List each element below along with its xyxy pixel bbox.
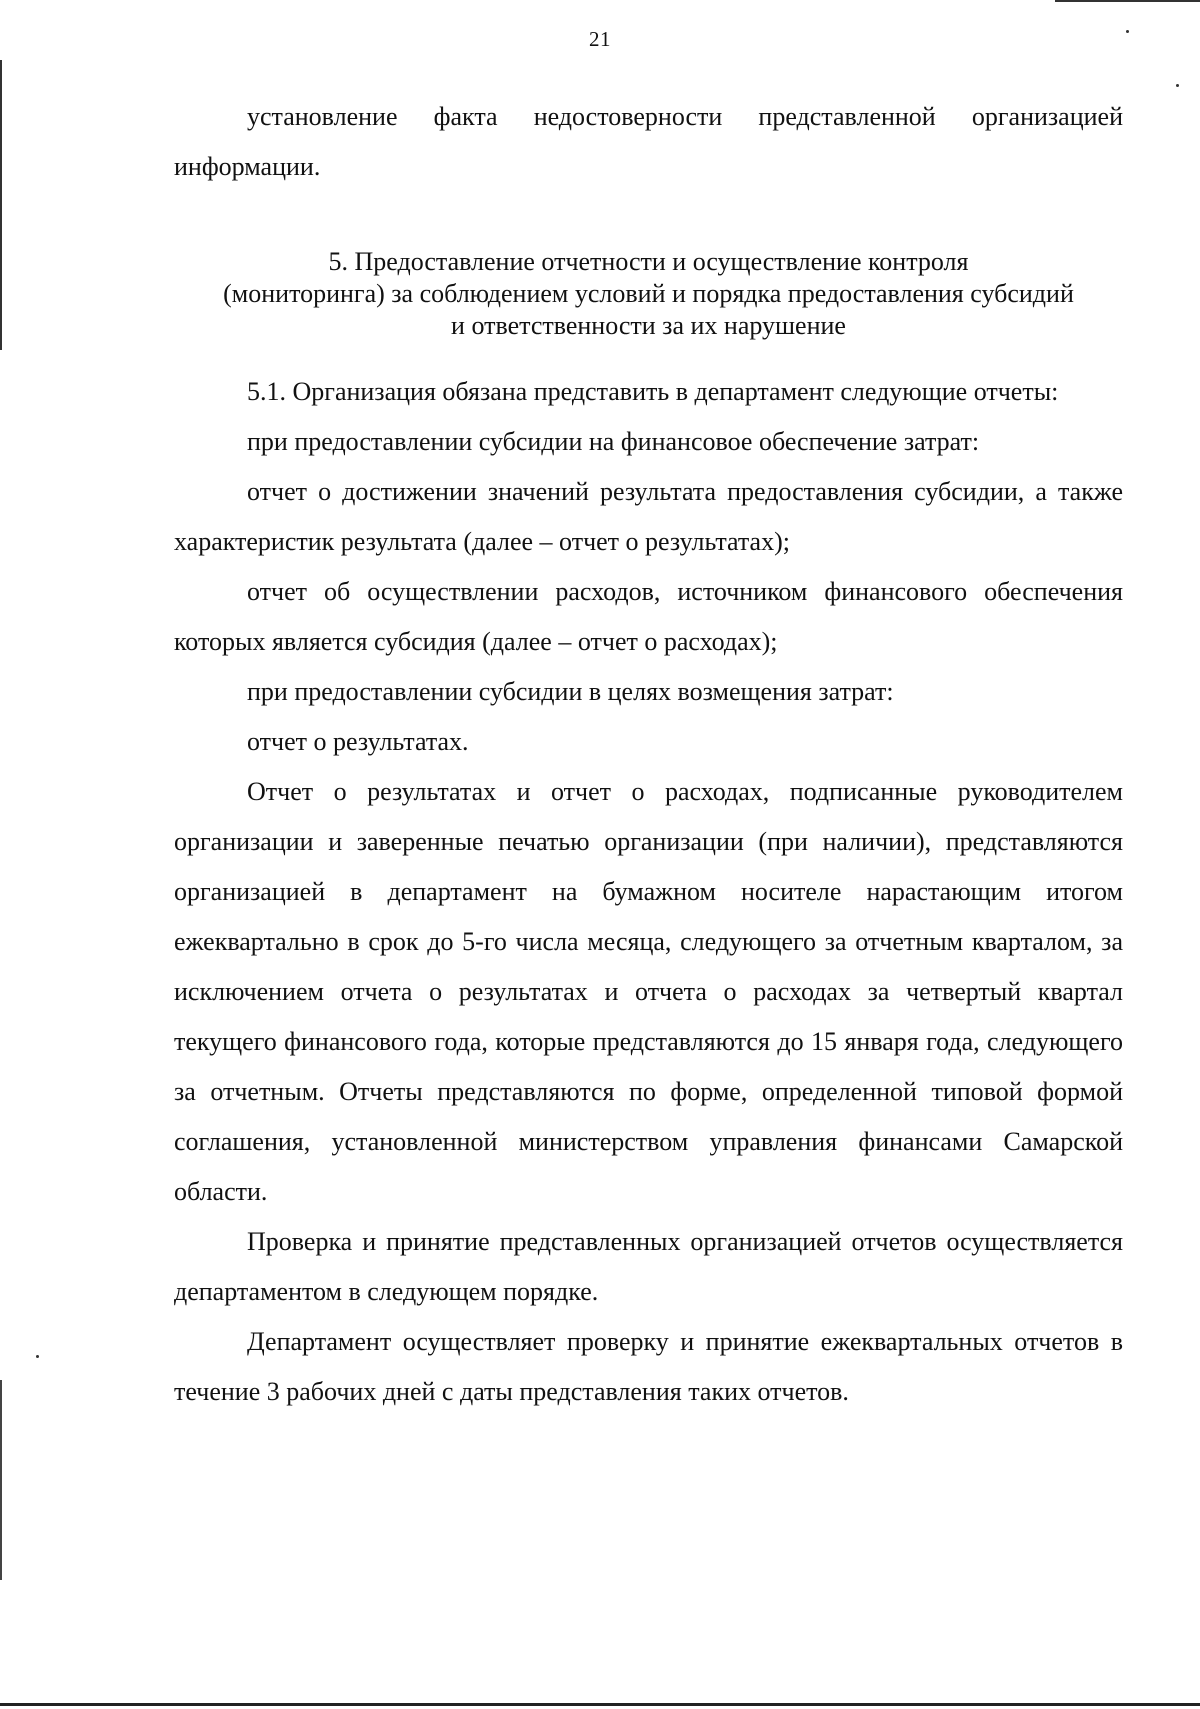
paragraph: при предоставлении субсидии в целях возмещения затрат: [247,677,894,706]
section-title-line: (мониторинга) за соблюдением условий и порядка предоставления субсидий [223,279,1074,308]
intro-paragraph: установление факта недостоверности представленной организацией информации. [174,102,1123,181]
scan-edge-artifact [0,1703,1200,1706]
section-title-line: 5. Предоставление отчетности и осуществление контроля [328,247,969,276]
scan-edge-artifact [1055,0,1200,2]
paragraph: отчет о достижении значений результата предоставления субсидии, а также характеристик результата (далее – отчет о результатах); [174,477,1123,556]
scan-speck [36,1355,39,1358]
paragraph: при предоставлении субсидии на финансовое обеспечение затрат: [247,427,980,456]
paragraph: Отчет о результатах и отчет о расходах, подписанные руководителем организации и заверенные печатью организации (при наличии), представляются организацией в департамент на бумажном носителе нарастающим итогом ежеквартально в срок до 5-го числа месяца, следующего за отчетным кварталом, за исключением отчета о результатах и отчета о расходах за четвертый квартал текущего финансового года, которые представляются до 15 января года, следующего за отчетным. Отчеты представляются по форме, определенной типовой формой соглашения, установленной министерством управления финансами Самарской области. [174,777,1123,1206]
section-body [174,367,1123,1417]
scan-edge-artifact [0,60,2,350]
paragraph: 5.1. Организация обязана представить в департамент следующие отчеты: [247,377,1059,406]
scan-speck [1176,84,1179,87]
section-title-line: и ответственности за их нарушение [451,311,846,340]
intro-text-block [174,92,1123,192]
paragraph: отчет об осуществлении расходов, источником финансового обеспечения которых является субсидия (далее – отчет о расходах); [174,577,1123,656]
section-title [174,246,1123,342]
paragraph: Проверка и принятие представленных организацией отчетов осуществляется департаментом в следующем порядке. [174,1227,1123,1306]
scan-edge-artifact [0,1380,2,1580]
paragraph: Департамент осуществляет проверку и принятие ежеквартальных отчетов в течение 3 рабочих дней с даты представления таких отчетов. [174,1327,1123,1406]
paragraph: отчет о результатах. [247,727,469,756]
page-number: 21 [589,27,611,51]
